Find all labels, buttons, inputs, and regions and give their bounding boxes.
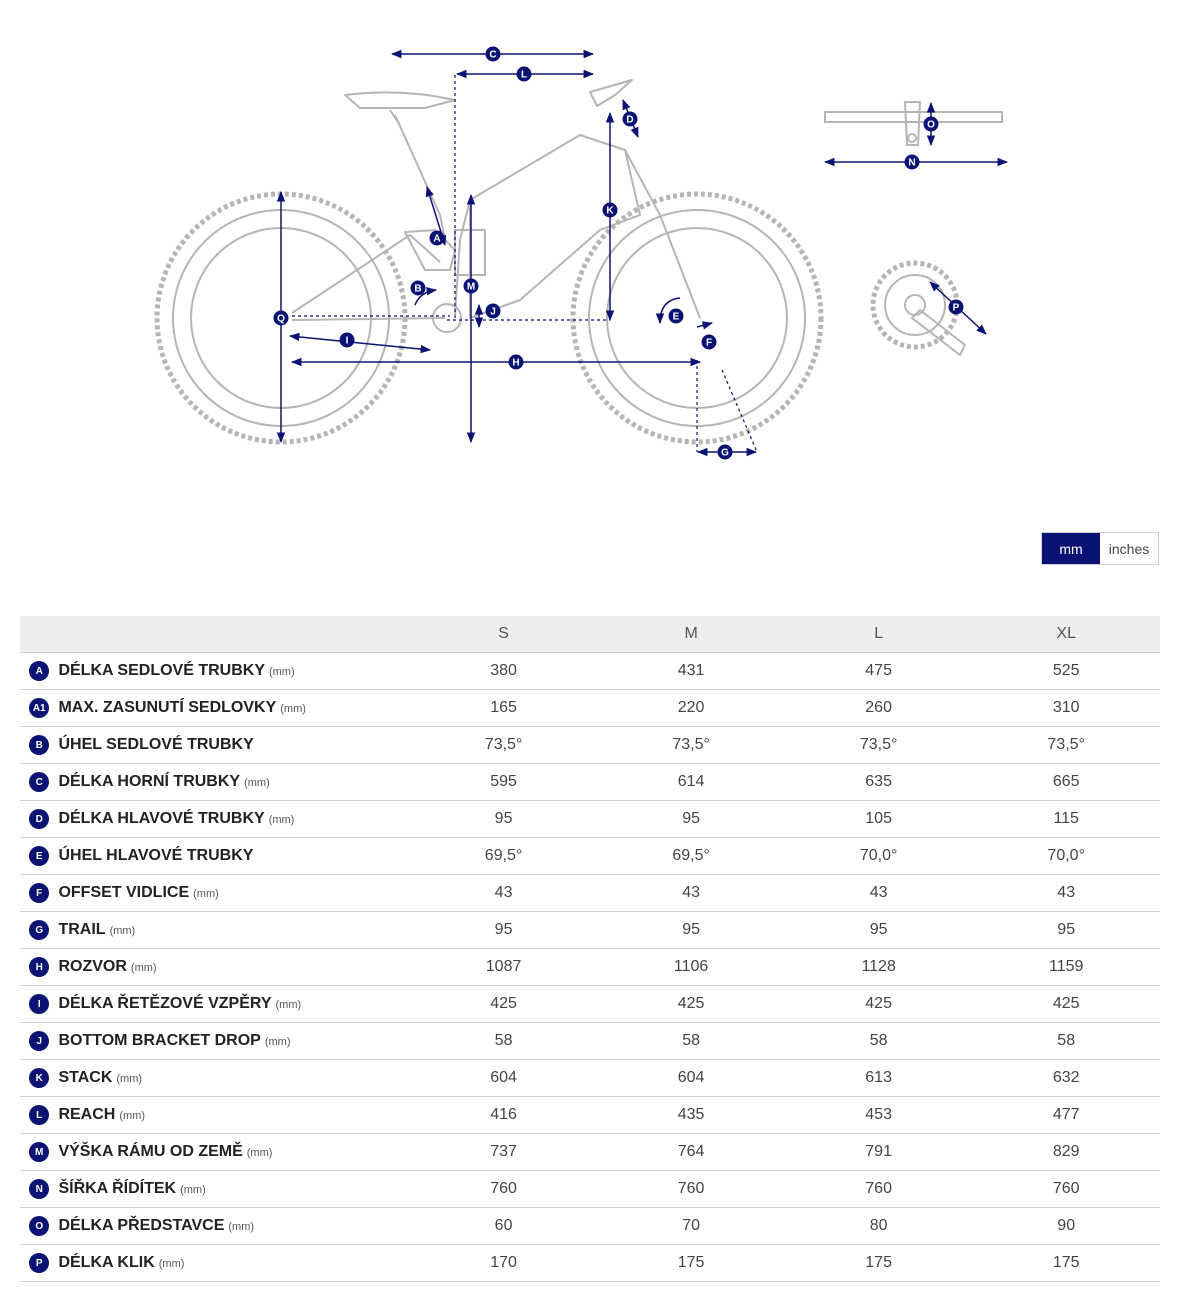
value-cell: 69,5°: [597, 838, 785, 875]
row-badge: A1: [29, 698, 49, 718]
value-cell: 73,5°: [785, 727, 973, 764]
value-cell: 525: [972, 653, 1160, 690]
value-cell: 604: [410, 1060, 598, 1097]
row-unit: (mm): [268, 666, 295, 678]
row-label: DÉLKA SEDLOVÉ TRUBKY: [58, 662, 265, 679]
badge-cell: [20, 1171, 58, 1208]
badge-C: [486, 47, 501, 62]
row-label-cell: [58, 838, 409, 875]
svg-text:B: B: [414, 283, 422, 295]
badge-B: [411, 281, 426, 296]
value-cell: 613: [785, 1060, 973, 1097]
value-cell: 425: [785, 986, 973, 1023]
value-cell: 58: [972, 1023, 1160, 1060]
value-cell: 595: [410, 764, 598, 801]
row-label: ROZVOR: [58, 958, 127, 975]
badge-cell: [20, 690, 58, 727]
header-spacer: [58, 616, 409, 653]
badge-Q: [274, 311, 289, 326]
row-unit: (mm): [275, 999, 302, 1011]
table-row: [20, 1208, 1160, 1245]
row-label: TRAIL: [58, 921, 106, 938]
table-row: [20, 653, 1160, 690]
table-row: [20, 1023, 1160, 1060]
row-unit: (mm): [193, 888, 219, 900]
svg-text:L: L: [520, 69, 528, 81]
row-label: VÝŠKA RÁMU OD ZEMĚ: [58, 1143, 243, 1160]
svg-text:N: N: [908, 157, 916, 169]
row-unit: (mm): [246, 1147, 273, 1159]
badge-P: [949, 300, 964, 315]
column-header: XL: [972, 616, 1160, 653]
value-cell: 43: [597, 875, 785, 912]
value-cell: 764: [597, 1134, 785, 1171]
row-label-cell: [58, 690, 409, 727]
row-unit: (mm): [228, 1221, 255, 1233]
row-label: MAX. ZASUNUTÍ SEDLOVKY: [58, 699, 277, 716]
value-cell: 90: [972, 1208, 1160, 1245]
value-cell: 95: [410, 912, 598, 949]
row-label-cell: [58, 912, 409, 949]
row-label-cell: [58, 727, 409, 764]
reference-lines: [292, 75, 757, 452]
value-cell: 58: [410, 1023, 598, 1060]
row-unit: (mm): [158, 1258, 185, 1270]
value-cell: 69,5°: [410, 838, 598, 875]
value-cell: 58: [785, 1023, 973, 1060]
row-unit: (mm): [109, 925, 136, 937]
row-badge: K: [29, 1068, 49, 1088]
value-cell: 760: [410, 1171, 598, 1208]
row-badge: C: [29, 772, 49, 792]
row-badge: L: [29, 1105, 49, 1125]
value-cell: 310: [972, 690, 1160, 727]
row-label-cell: [58, 653, 409, 690]
value-cell: 760: [597, 1171, 785, 1208]
value-cell: 760: [785, 1171, 973, 1208]
row-label-cell: [58, 1208, 409, 1245]
value-cell: 175: [972, 1245, 1160, 1282]
value-cell: 43: [785, 875, 973, 912]
svg-text:M: M: [466, 281, 476, 293]
badge-cell: [20, 1134, 58, 1171]
badge-D: [623, 112, 638, 127]
row-badge: D: [29, 809, 49, 829]
value-cell: 1128: [785, 949, 973, 986]
handlebar-top-view: [825, 102, 1002, 145]
column-header: L: [785, 616, 973, 653]
row-badge: E: [29, 846, 49, 866]
value-cell: 58: [597, 1023, 785, 1060]
badge-cell: [20, 1023, 58, 1060]
table-row: [20, 986, 1160, 1023]
value-cell: 95: [785, 912, 973, 949]
value-cell: 760: [972, 1171, 1160, 1208]
badge-cell: [20, 653, 58, 690]
value-cell: 1159: [972, 949, 1160, 986]
badge-H: [509, 355, 524, 370]
row-label-cell: [58, 1023, 409, 1060]
badge-cell: [20, 1245, 58, 1282]
badge-cell: [20, 912, 58, 949]
row-label-cell: [58, 1134, 409, 1171]
svg-text:G: G: [721, 447, 729, 459]
badge-O: [924, 117, 939, 132]
badge-cell: [20, 727, 58, 764]
table-row: [20, 949, 1160, 986]
row-label: DÉLKA HORNÍ TRUBKY: [58, 773, 241, 790]
row-unit: (mm): [130, 962, 157, 974]
badge-J: [486, 304, 501, 319]
row-label-cell: [58, 801, 409, 838]
row-badge: H: [29, 957, 49, 977]
value-cell: 43: [410, 875, 598, 912]
value-cell: 416: [410, 1097, 598, 1134]
row-label-cell: [58, 875, 409, 912]
row-label: ŠÍŘKA ŘÍDÍTEK: [58, 1180, 177, 1197]
table-row: [20, 764, 1160, 801]
value-cell: 115: [972, 801, 1160, 838]
row-label: DÉLKA KLIK: [58, 1254, 155, 1271]
value-cell: 95: [410, 801, 598, 838]
table-body: [20, 653, 1160, 1282]
value-cell: 475: [785, 653, 973, 690]
value-cell: 665: [972, 764, 1160, 801]
badge-cell: [20, 986, 58, 1023]
table-row: [20, 875, 1160, 912]
value-cell: 260: [785, 690, 973, 727]
row-badge: B: [29, 735, 49, 755]
value-cell: 70,0°: [972, 838, 1160, 875]
row-unit: (mm): [119, 1110, 145, 1122]
value-cell: 220: [597, 690, 785, 727]
value-cell: 380: [410, 653, 598, 690]
badge-N: [905, 155, 920, 170]
unit-inches-button[interactable]: inches: [1100, 533, 1158, 564]
badge-M: [464, 279, 479, 294]
svg-text:I: I: [345, 335, 349, 347]
table-header-row: [20, 616, 1160, 653]
svg-text:H: H: [512, 357, 520, 369]
value-cell: 425: [410, 986, 598, 1023]
row-badge: F: [29, 883, 49, 903]
table-row: [20, 1097, 1160, 1134]
bike-geometry-diagram: [0, 0, 1183, 520]
badge-I: [340, 333, 355, 348]
svg-text:O: O: [927, 119, 935, 131]
badge-cell: [20, 801, 58, 838]
row-label-cell: [58, 949, 409, 986]
svg-text:F: F: [705, 337, 713, 349]
row-label: DÉLKA PŘEDSTAVCE: [58, 1217, 225, 1234]
table-row: [20, 1245, 1160, 1282]
row-label-cell: [58, 764, 409, 801]
badge-cell: [20, 949, 58, 986]
row-label: REACH: [58, 1106, 116, 1123]
row-unit: (mm): [264, 1036, 291, 1048]
row-label: OFFSET VIDLICE: [58, 884, 190, 901]
value-cell: 95: [597, 801, 785, 838]
badge-F: [702, 335, 717, 350]
badge-cell: [20, 1060, 58, 1097]
svg-text:J: J: [490, 306, 496, 318]
badge-cell: [20, 1097, 58, 1134]
header-spacer: [20, 616, 58, 653]
row-unit: (mm): [116, 1073, 143, 1085]
geometry-table: [20, 616, 1160, 1282]
value-cell: 431: [597, 653, 785, 690]
row-label-cell: [58, 1097, 409, 1134]
table-row: [20, 801, 1160, 838]
value-cell: 170: [410, 1245, 598, 1282]
row-label: ÚHEL HLAVOVÉ TRUBKY: [58, 847, 254, 864]
value-cell: 175: [785, 1245, 973, 1282]
value-cell: 165: [410, 690, 598, 727]
table-row: [20, 1171, 1160, 1208]
row-label: BOTTOM BRACKET DROP: [58, 1032, 261, 1049]
value-cell: 105: [785, 801, 973, 838]
row-unit: (mm): [280, 703, 306, 715]
badge-cell: [20, 875, 58, 912]
value-cell: 477: [972, 1097, 1160, 1134]
table-row: [20, 727, 1160, 764]
value-cell: 737: [410, 1134, 598, 1171]
value-cell: 632: [972, 1060, 1160, 1097]
row-label-cell: [58, 1245, 409, 1282]
row-label-cell: [58, 1171, 409, 1208]
table-row: [20, 690, 1160, 727]
row-badge: M: [29, 1142, 49, 1162]
badge-K: [603, 203, 618, 218]
unit-mm-button[interactable]: mm: [1042, 533, 1100, 564]
row-unit: (mm): [268, 814, 295, 826]
badge-E: [669, 309, 684, 324]
row-badge: P: [29, 1253, 49, 1273]
value-cell: 791: [785, 1134, 973, 1171]
dimension-arrows: [281, 54, 1007, 452]
value-cell: 604: [597, 1060, 785, 1097]
column-header: M: [597, 616, 785, 653]
table-row: [20, 1060, 1160, 1097]
row-label-cell: [58, 1060, 409, 1097]
badge-A: [430, 231, 445, 246]
value-cell: 95: [597, 912, 785, 949]
svg-text:A: A: [433, 233, 441, 245]
row-label: STACK: [58, 1069, 113, 1086]
value-cell: 453: [785, 1097, 973, 1134]
badge-cell: [20, 764, 58, 801]
table-row: [20, 1134, 1160, 1171]
value-cell: 425: [597, 986, 785, 1023]
row-badge: N: [29, 1179, 49, 1199]
unit-toggle: [1041, 532, 1159, 565]
value-cell: 1106: [597, 949, 785, 986]
row-unit: (mm): [180, 1184, 206, 1196]
row-label: ÚHEL SEDLOVÉ TRUBKY: [58, 736, 254, 753]
column-header: S: [410, 616, 598, 653]
value-cell: 614: [597, 764, 785, 801]
badge-cell: [20, 1208, 58, 1245]
value-cell: 73,5°: [597, 727, 785, 764]
badge-cell: [20, 838, 58, 875]
row-label: DÉLKA HLAVOVÉ TRUBKY: [58, 810, 265, 827]
svg-text:Q: Q: [277, 313, 285, 325]
row-badge: O: [29, 1216, 49, 1236]
table-row: [20, 912, 1160, 949]
value-cell: 70: [597, 1208, 785, 1245]
value-cell: 635: [785, 764, 973, 801]
table-row: [20, 838, 1160, 875]
row-label-cell: [58, 986, 409, 1023]
value-cell: 829: [972, 1134, 1160, 1171]
badge-G: [718, 445, 733, 460]
value-cell: 95: [972, 912, 1160, 949]
row-badge: J: [29, 1031, 49, 1051]
value-cell: 73,5°: [972, 727, 1160, 764]
value-cell: 80: [785, 1208, 973, 1245]
svg-text:D: D: [626, 114, 634, 126]
value-cell: 175: [597, 1245, 785, 1282]
bike-frame: [292, 80, 700, 332]
value-cell: 43: [972, 875, 1160, 912]
value-cell: 73,5°: [410, 727, 598, 764]
value-cell: 60: [410, 1208, 598, 1245]
svg-text:C: C: [489, 49, 497, 61]
row-badge: I: [29, 994, 49, 1014]
row-badge: G: [29, 920, 49, 940]
value-cell: 435: [597, 1097, 785, 1134]
row-badge: A: [29, 661, 49, 681]
badge-L: [517, 67, 532, 82]
svg-text:K: K: [606, 205, 614, 217]
row-label: DÉLKA ŘETĚZOVÉ VZPĚRY: [58, 995, 272, 1012]
value-cell: 425: [972, 986, 1160, 1023]
row-unit: (mm): [244, 777, 270, 789]
svg-text:P: P: [952, 302, 960, 314]
svg-text:E: E: [672, 311, 680, 323]
value-cell: 70,0°: [785, 838, 973, 875]
value-cell: 1087: [410, 949, 598, 986]
